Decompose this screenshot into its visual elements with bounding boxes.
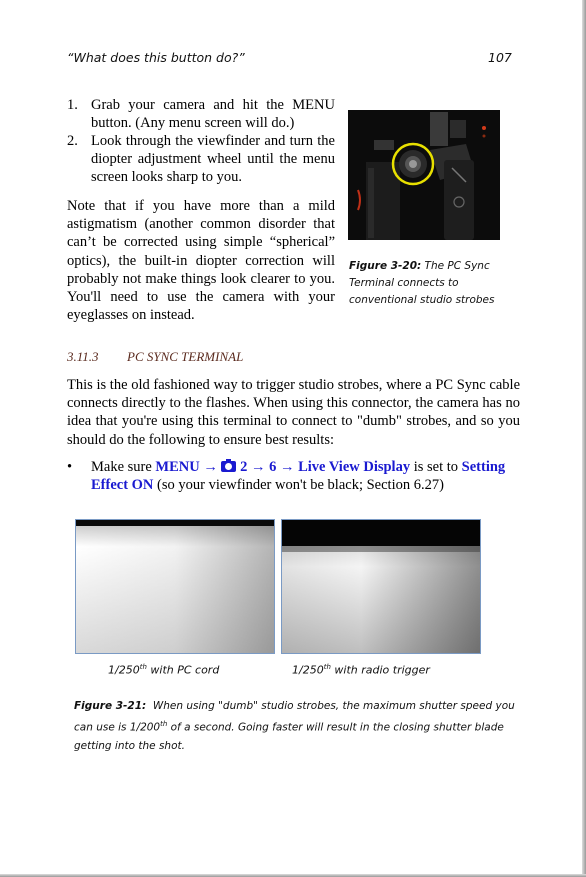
list-item (67, 132, 335, 186)
astigmatism-note: Note that if you have more than a mild astigmatism (another common disorder that can’t be corrected using simple “spherical” optics), the built-in diopter correction will probably not make things look clearer to you. You'll need to use the camera with your eyeglasses on instead. (67, 198, 335, 324)
figure-3-20-caption (349, 258, 507, 309)
menu-instruction-bullet (67, 458, 520, 494)
steps-list (67, 96, 335, 186)
running-header-title: “What does this button do?” (67, 50, 245, 65)
figure-label: Figure 3-21: (74, 700, 147, 712)
caption-sup: th (323, 663, 331, 671)
caption-text: with radio trigger (330, 663, 430, 677)
step-text: Look through the viewfinder and turn the diopter adjustment wheel until the menu screen looks sharp to you. (91, 133, 335, 185)
bullet-text (91, 458, 520, 494)
radio-trigger-exposure-image (282, 520, 480, 653)
photo-radio-trigger (281, 519, 481, 654)
pc-sync-terminal-photo (348, 110, 500, 240)
caption-speed: 1/250 (292, 663, 324, 677)
photo-caption-radio-trigger (292, 663, 430, 677)
arrow-right-icon: → (250, 459, 266, 475)
photo-pc-cord (75, 519, 275, 654)
menu-path-menu: MENU (155, 459, 200, 475)
caption-speed: 1/250 (108, 663, 140, 677)
figure-label: Figure 3-20: (349, 260, 422, 272)
step-text: Grab your camera and hit the MENU button. (Any menu screen will do.) (91, 97, 335, 131)
section-number: 3.11.3 (67, 349, 99, 364)
figure-caption-text: When using "dumb" studio strobes, the maximum shutter speed you can use is 1/200 (74, 700, 515, 734)
bullet-mid: is set to (413, 459, 459, 475)
caption-sup: th (139, 663, 147, 671)
camera-body-illustration (348, 110, 500, 240)
bullet-dot-icon: • (67, 459, 73, 475)
caption-text: with PC cord (146, 663, 220, 677)
figure-caption-sup: th (160, 720, 168, 728)
menu-setting-value: Setting Effect ON (91, 459, 506, 494)
pc-cord-exposure-image (76, 520, 274, 653)
menu-path-page: 6 (269, 459, 277, 475)
figure-3-21-caption (74, 697, 524, 755)
bullet-prefix: Make sure (91, 459, 152, 475)
camera-tab-icon (221, 461, 236, 472)
figure-caption-text: The PC Sync Terminal connects to conventional studio strobes (349, 260, 495, 306)
section-heading (67, 349, 243, 365)
arrow-right-icon: → (203, 459, 218, 475)
section-title: PC SYNC TERMINAL (127, 349, 244, 364)
menu-path-item: Live View Display (298, 459, 411, 475)
step-number: 2. (67, 133, 78, 149)
page-number: 107 (488, 50, 512, 65)
pc-sync-paragraph: This is the old fashioned way to trigger studio strobes, where a PC Sync cable connects directly to the flashes. When using this connector, the camera has no idea that you're using this terminal to connect to "dumb" strobes, and so you should do the following to ensure best results: (67, 377, 520, 448)
page-edge-shadow (582, 0, 586, 877)
list-item (67, 96, 335, 132)
figure-caption-text-end: of a second. Going faster will result in the closing shutter blade getting into the shot. (74, 721, 504, 752)
menu-path-tab: 2 (240, 459, 248, 475)
bullet-suffix: (so your viewfinder won't be black; Section 6.27) (157, 477, 444, 494)
photo-caption-pc-cord (108, 663, 219, 677)
step-number: 1. (67, 97, 78, 113)
arrow-right-icon: → (279, 459, 295, 475)
